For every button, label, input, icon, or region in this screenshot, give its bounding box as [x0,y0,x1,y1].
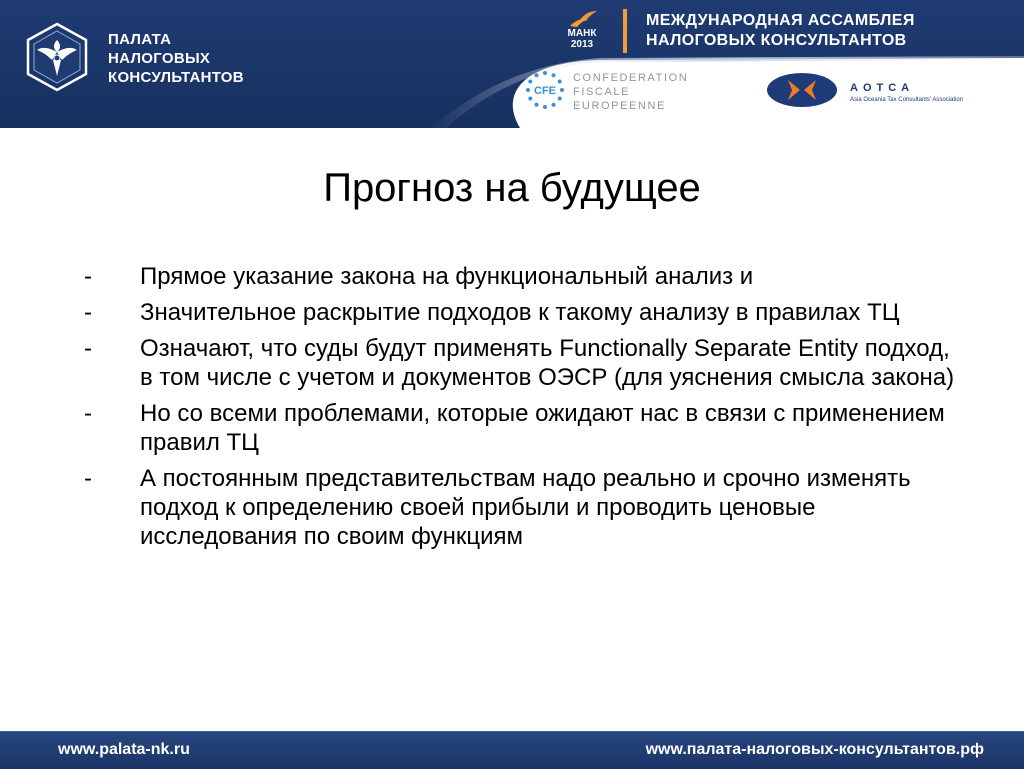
mank-label-line: 2013 [570,39,594,50]
cfe-name [573,71,688,113]
bullet-text: А постоянным представительствам надо реально и срочно изменять подход к определению своей прибыли и проводить ценовые исследования по своим функциям [140,465,911,550]
cfe-name-line: FISCALE [573,86,631,98]
chamber-emblem-icon [22,22,92,92]
list-item [84,399,964,457]
bullet-marker: - [84,335,92,362]
bullet-text: Означают, что суды будут применять Functionally Separate Entity подход, в том числе с учетом и документов ОЭСР (для уяснения смысла закона) [140,335,955,391]
header-divider [623,9,627,53]
assembly-name-line: МЕЖДУНАРОДНАЯ АССАМБЛЕЯ [646,12,915,29]
footer-url-right[interactable]: www.палата-налоговых-консультантов.рф [645,741,984,758]
cfe-logo-icon [525,70,565,110]
assembly-name [646,11,915,51]
bullet-list [84,262,964,558]
list-item [84,298,964,327]
aotca-logo-icon [766,72,838,108]
mank-logo [560,8,604,54]
bullet-marker: - [84,465,92,492]
slide-header [0,0,1024,128]
bullet-marker: - [84,299,92,326]
mank-label [560,28,604,50]
aotca-name: AOTCA [850,82,915,94]
chamber-name-line: НАЛОГОВЫХ [108,50,211,67]
slide-title: Прогноз на будущее [323,166,701,210]
bullet-marker: - [84,400,92,427]
aotca-subtitle: Asia Oceania Tax Consultants' Association [850,97,964,103]
list-item [84,464,964,551]
assembly-name-line: НАЛОГОВЫХ КОНСУЛЬТАНТОВ [646,32,907,49]
cfe-name-line: EUROPEENNE [573,100,667,112]
bullet-text: Но со всеми проблемами, которые ожидают нас в связи с применением правил ТЦ [140,400,945,456]
bullet-text: Прямое указание закона на функциональный анализ и [140,263,754,290]
slide-footer [0,731,1024,769]
chamber-name-line: ПАЛАТА [108,31,172,48]
footer-url-left[interactable]: www.palata-nk.ru [58,741,190,758]
cfe-badge-text: CFE [534,85,556,97]
chamber-name-line: КОНСУЛЬТАНТОВ [108,69,244,86]
bullet-text: Значительное раскрытие подходов к такому анализу в правилах ТЦ [140,299,900,326]
list-item [84,334,964,392]
cfe-name-line: CONFEDERATION [573,72,689,84]
chamber-name [108,30,244,87]
mank-bird-icon [568,10,598,28]
bullet-marker: - [84,263,92,290]
list-item [84,262,964,291]
mank-label-line: МАНК [567,28,597,39]
